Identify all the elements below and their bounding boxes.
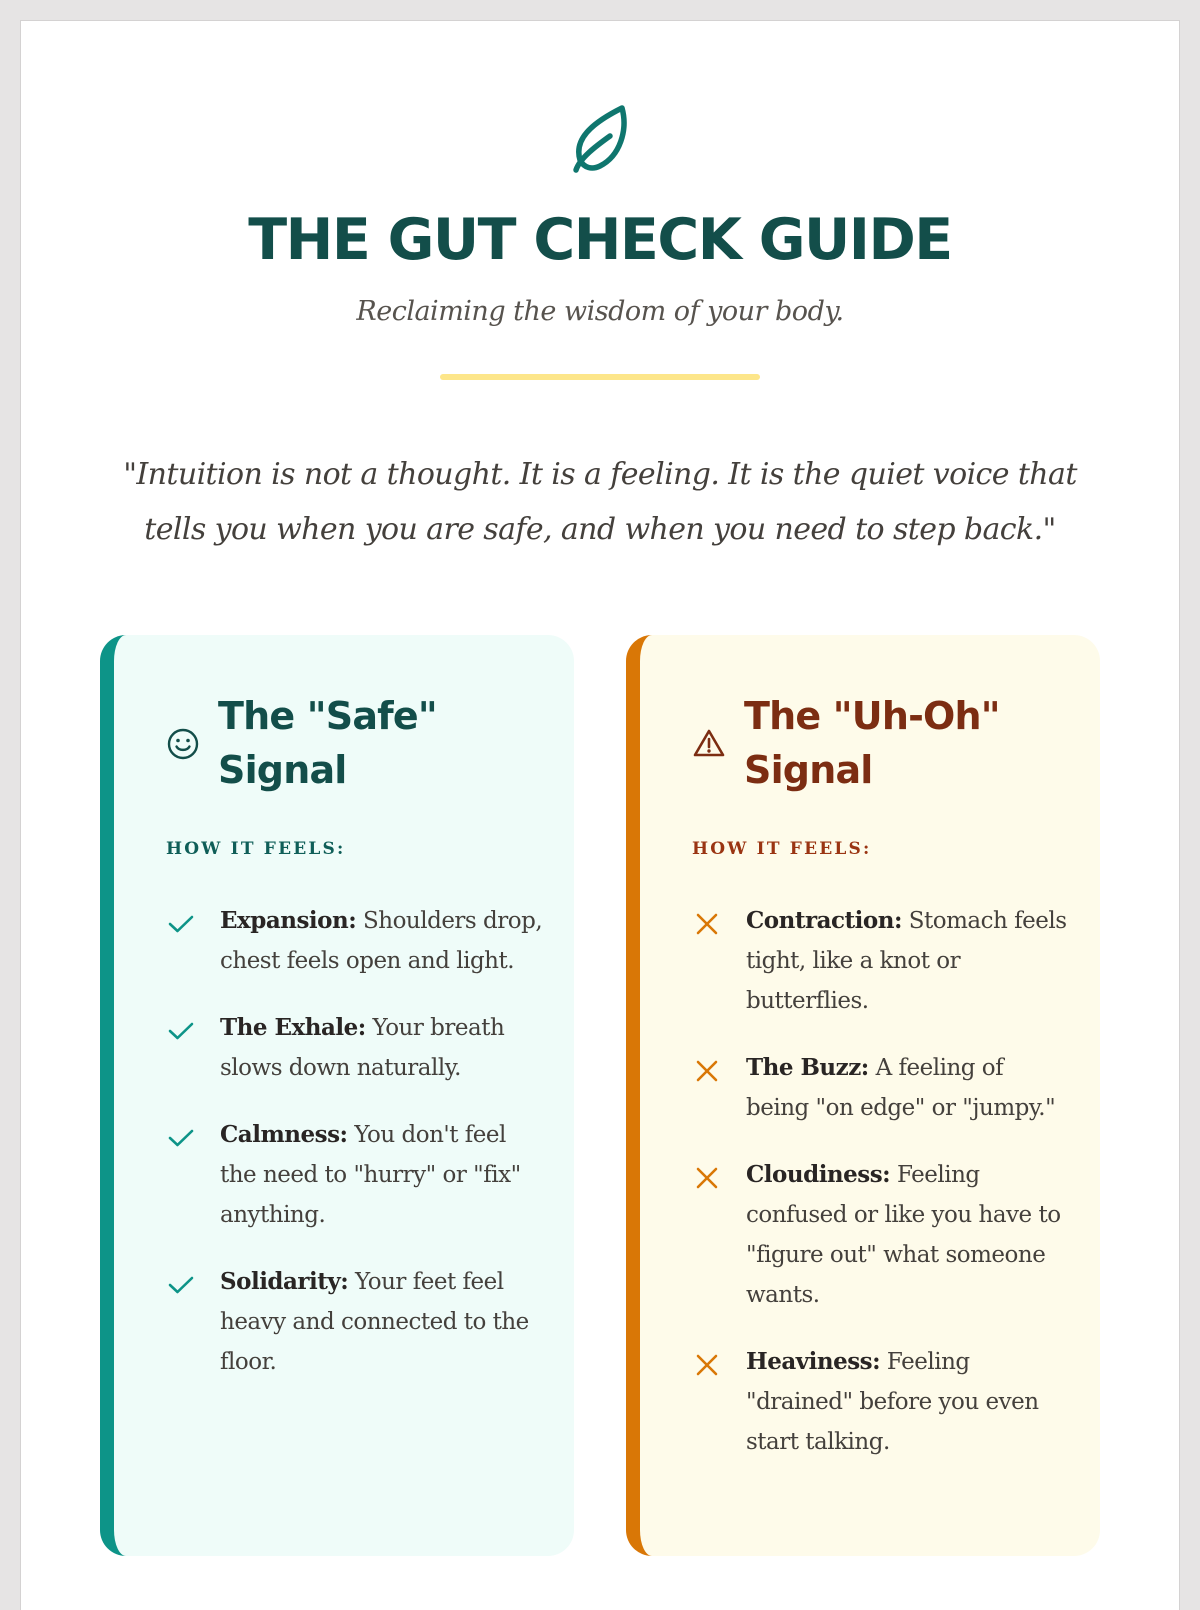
signal-description: A feeling of being "on edge" or "jumpy." [746, 1055, 1056, 1121]
signal-term: Heaviness: [746, 1348, 881, 1375]
page-subtitle: Reclaiming the wisdom of your body. [356, 296, 844, 327]
check-icon [166, 909, 196, 939]
smile-icon [166, 727, 200, 761]
signal-description: You don't feel the need to "hurry" or "fix" anything. [220, 1122, 521, 1228]
uhoh-signal-item [692, 1048, 1072, 1128]
safe-signal-card [100, 635, 574, 1556]
uhoh-signal-card [626, 635, 1100, 1556]
x-icon [692, 1056, 722, 1086]
uhoh-card-header [692, 689, 1072, 799]
safe-signal-list [166, 901, 546, 1409]
page-title: THE GUT CHECK GUIDE [248, 207, 952, 273]
signal-term: The Exhale: [220, 1014, 366, 1041]
uhoh-signal-item [692, 901, 1072, 1021]
safe-signal-item [166, 1008, 546, 1088]
signal-description: Feeling "drained" before you even start talking. [746, 1349, 1039, 1455]
uhoh-signal-item [692, 1155, 1072, 1315]
x-icon [692, 1163, 722, 1193]
warning-icon [692, 727, 726, 761]
signal-description: Your breath slows down naturally. [220, 1015, 505, 1081]
safe-section-label: HOW IT FEELS: [166, 839, 346, 859]
check-icon [166, 1123, 196, 1153]
uhoh-card-title: The "Uh-Oh" Signal [744, 694, 1000, 792]
signal-term: Cloudiness: [746, 1161, 891, 1188]
safe-signal-item [166, 1115, 546, 1235]
uhoh-section-label: HOW IT FEELS: [692, 839, 872, 859]
signal-description: Stomach feels tight, like a knot or butterflies. [746, 908, 1067, 1014]
uhoh-signal-list [692, 901, 1072, 1489]
leaf-icon [560, 100, 640, 180]
signal-description: Shoulders drop, chest feels open and light. [220, 908, 543, 974]
signal-term: Contraction: [746, 907, 902, 934]
check-icon [166, 1016, 196, 1046]
signal-description: Your feet feel heavy and connected to the floor. [220, 1269, 529, 1375]
x-icon [692, 1350, 722, 1380]
uhoh-signal-item [692, 1342, 1072, 1462]
divider [440, 374, 760, 380]
signal-term: Expansion: [220, 907, 357, 934]
signal-term: Solidarity: [220, 1268, 349, 1295]
safe-card-title: The "Safe" Signal [218, 694, 437, 792]
intro-quote: "Intuition is not a thought. It is a feeling. It is the quiet voice that tells you when you are safe, and when you need to step back." [123, 457, 1077, 547]
safe-signal-item [166, 1262, 546, 1382]
signal-description: Feeling confused or like you have to "figure out" what someone wants. [746, 1162, 1061, 1308]
safe-card-header [166, 689, 546, 799]
check-icon [166, 1270, 196, 1300]
safe-signal-item [166, 901, 546, 981]
signal-term: Calmness: [220, 1121, 348, 1148]
x-icon [692, 909, 722, 939]
signal-term: The Buzz: [746, 1054, 869, 1081]
